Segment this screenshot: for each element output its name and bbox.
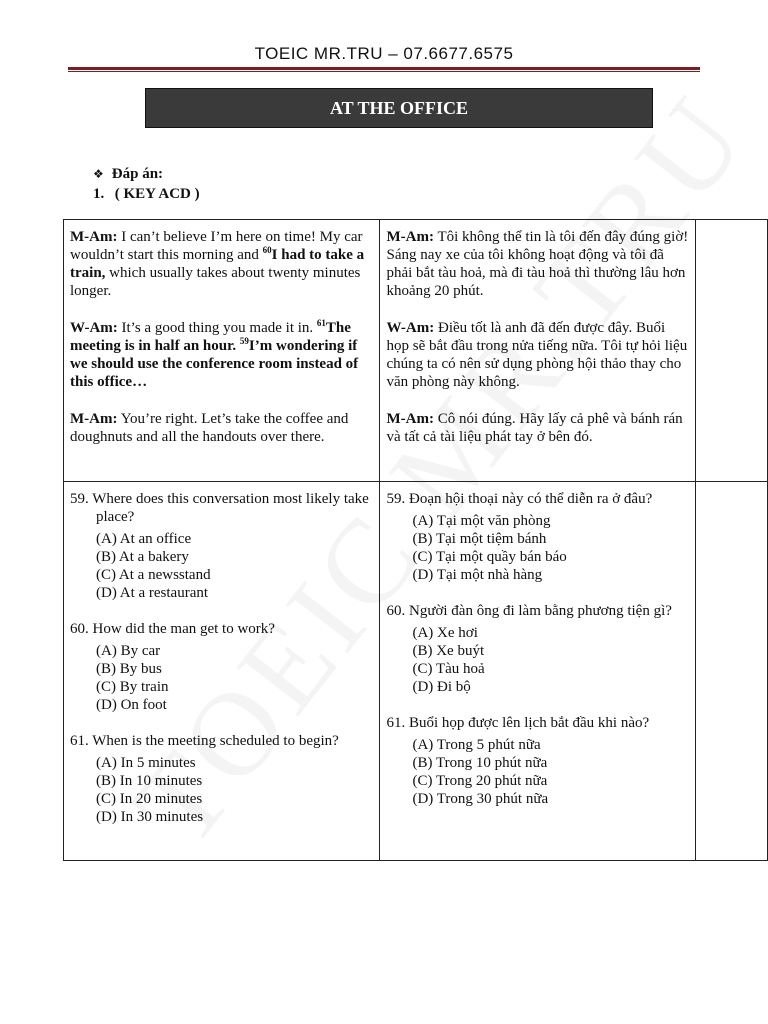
dialogue-paragraph: [386, 228, 689, 300]
answer-option: (B) By bus: [96, 661, 162, 677]
question-text: 59. Đoạn hội thoại này có thể diễn ra ở đâu?: [386, 491, 653, 507]
answer-option: (B) Tại một tiệm bánh: [412, 531, 547, 547]
questions-english-cell: [64, 482, 380, 861]
question-text: 61. When is the meeting scheduled to begin?: [70, 733, 339, 749]
speaker-label: M-Am:: [70, 411, 118, 427]
dialogue-text: It’s a good thing you made it in.: [121, 320, 317, 336]
questions-english: [70, 490, 373, 826]
answer-option: (D) At a restaurant: [96, 585, 209, 601]
answer-option: (B) In 10 minutes: [96, 773, 203, 789]
answer-options: [70, 754, 373, 826]
dialogue-text: Tôi không thể tin là tôi đến đây đúng giờ! Sáng nay xe của tôi không hoạt động và tôi đã phải bắt tàu hoả, mà đi tàu hoả thì thường lâu hơn khoảng 20 phút.: [386, 229, 689, 299]
question-block: [70, 732, 373, 826]
question-block: [386, 490, 689, 584]
dialogue-vietnamese-cell: [380, 220, 696, 482]
question-text: 60. Người đàn ông đi làm bằng phương tiện gì?: [386, 603, 672, 619]
answer-option: (A) At an office: [96, 531, 192, 547]
answer-option: (D) Trong 30 phút nữa: [412, 791, 549, 807]
dialogue-english: [70, 228, 373, 446]
dialogue-paragraph: [70, 319, 373, 391]
answer-option: (D) On foot: [96, 697, 167, 713]
answer-option: (B) Xe buýt: [412, 643, 485, 659]
answer-options: [386, 624, 689, 696]
answer-option: (D) Đi bộ: [412, 679, 471, 695]
question-ref-number: 61: [316, 318, 326, 328]
key-phrase: I had to take a train,: [70, 247, 365, 281]
question-block: [386, 602, 689, 696]
dialogue-paragraph: [386, 319, 689, 391]
question-text: 61. Buổi họp được lên lịch bắt đầu khi nào?: [386, 715, 650, 731]
header-rule-thin: [68, 71, 700, 72]
dialogue-paragraph: [70, 410, 373, 446]
section-title: AT THE OFFICE: [145, 88, 653, 128]
answer-item-number: 1.: [93, 186, 105, 202]
dialogue-paragraph: [386, 410, 689, 446]
answer-option: (A) Xe hơi: [412, 625, 478, 641]
answer-option: (C) At a newsstand: [96, 567, 211, 583]
key-phrase: The meeting is in half an hour.: [70, 320, 351, 354]
answer-options: [70, 642, 373, 714]
answer-option: (C) Tàu hoả: [412, 661, 485, 677]
dialogue-text: You’re right. Let’s take the coffee and doughnuts and all the handouts over there.: [70, 411, 349, 445]
diamond-bullet-icon: ❖: [93, 167, 104, 181]
answer-option: (C) Trong 20 phút nữa: [412, 773, 548, 789]
empty-cell: [696, 482, 768, 861]
questions-row: [64, 482, 768, 861]
answer-heading: [93, 166, 163, 183]
dialogue-text: Cô nói đúng. Hãy lấy cả phê và bánh rán và tất cả tài liệu phát tay ở bên đó.: [386, 411, 683, 445]
dialogue-text: Điều tốt là anh đã đến được đây. Buổi họp sẽ bắt đầu trong nửa tiếng nữa. Tôi tự hỏi liệu chúng ta có nên sử dụng phòng hội thảo thay cho văn phòng này không.: [386, 320, 688, 390]
answer-option: (C) Tại một quầy bán báo: [412, 549, 567, 565]
dialogue-paragraph: [70, 228, 373, 300]
speaker-label: M-Am:: [70, 229, 118, 245]
answer-option: (D) Tại một nhà hàng: [412, 567, 543, 583]
answer-label: Đáp án:: [111, 166, 164, 182]
dialogue-text: I can’t believe I’m here on time! My car wouldn’t start this morning and: [70, 229, 363, 263]
answer-options: [386, 736, 689, 808]
dialogue-vietnamese: [386, 228, 689, 446]
speaker-label: W-Am:: [386, 320, 435, 336]
questions-vietnamese-cell: [380, 482, 696, 861]
key-phrase: I’m wondering if we should use the conference room instead of this office…: [70, 338, 359, 390]
answer-options: [386, 512, 689, 584]
question-text: 60. How did the man get to work?: [70, 621, 275, 637]
answer-key-line: [93, 186, 200, 203]
question-block: [386, 714, 689, 808]
empty-cell: [696, 220, 768, 482]
page-header: TOEIC MR.TRU – 07.6677.6575: [254, 44, 514, 63]
question-text: 59. Where does this conversation most likely take place?: [70, 491, 369, 525]
answer-option: (B) At a bakery: [96, 549, 189, 565]
speaker-label: M-Am:: [386, 411, 434, 427]
answer-option: (D) In 30 minutes: [96, 809, 204, 825]
answer-option: (C) By train: [96, 679, 169, 695]
question-ref-number: 60: [262, 245, 272, 255]
question-block: [70, 490, 373, 602]
questions-vietnamese: [386, 490, 689, 808]
speaker-label: M-Am:: [386, 229, 434, 245]
dialogue-english-cell: [64, 220, 380, 482]
question-block: [70, 620, 373, 714]
header-rule-thick: [68, 67, 700, 70]
question-ref-number: 59: [239, 336, 249, 346]
answer-option: (C) In 20 minutes: [96, 791, 203, 807]
answer-option: (A) Trong 5 phút nữa: [412, 737, 541, 753]
dialogue-row: [64, 220, 768, 482]
answer-option: (A) In 5 minutes: [96, 755, 196, 771]
answer-options: [70, 530, 373, 602]
answer-key: ( KEY ACD ): [114, 186, 200, 202]
speaker-label: W-Am:: [70, 320, 118, 336]
answer-option: (B) Trong 10 phút nữa: [412, 755, 548, 771]
answer-option: (A) Tại một văn phòng: [412, 513, 551, 529]
conversation-table: [63, 219, 768, 861]
dialogue-text: which usually takes about twenty minutes longer.: [70, 265, 361, 299]
answer-option: (A) By car: [96, 643, 161, 659]
